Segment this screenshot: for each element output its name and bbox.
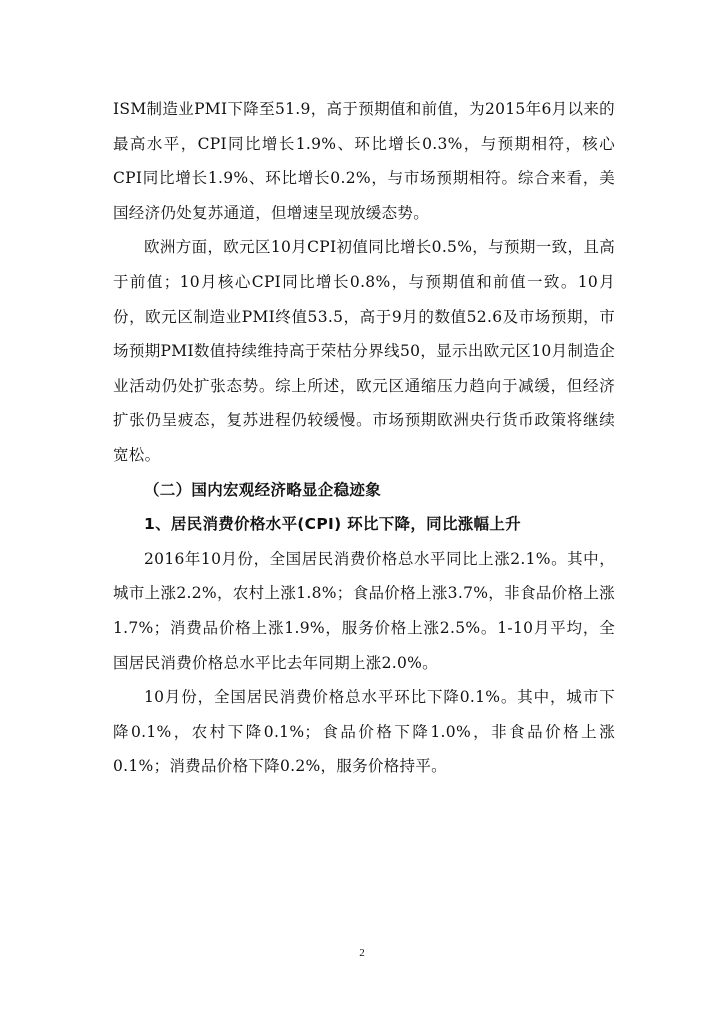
page-number: 2 bbox=[359, 947, 365, 959]
paragraph-cpi-yoy: 2016年10月份，全国居民消费价格总水平同比上涨2.1%。其中，城市上涨2.2%，农村上涨1.8%；食品价格上涨3.7%，非食品价格上涨1.7%；消费品价格上涨1.9%，服务价格上涨2.5%。1-10月平均，全国居民消费价格总水平比去年同期上涨2.0%。 bbox=[113, 549, 615, 672]
paragraph-cpi-mom: 10月份，全国居民消费价格总水平环比下降0.1%。其中，城市下降0.1%，农村下降0.1%；食品价格下降1.0%，非食品价格上涨0.1%；消费品价格下降0.2%，服务价格持平。 bbox=[113, 688, 615, 776]
document-body bbox=[113, 92, 615, 784]
subsection-heading: 1、居民消费价格水平(CPI) 环比下降，同比涨幅上升 bbox=[144, 515, 521, 534]
paragraph-us-economy: ISM制造业PMI下降至51.9，高于预期值和前值，为2015年6月以来的最高水平，CPI同比增长1.9%、环比增长0.3%，与预期相符，核心CPI同比增长1.9%、环比增长0.2%，与市场预期相符。综合来看，美国经济仍处复苏通道，但增速呈现放缓态势。 bbox=[113, 100, 615, 222]
section-heading: （二）国内宏观经济略显企稳迹象 bbox=[144, 480, 382, 499]
paragraph-eurozone: 欧洲方面，欧元区10月CPI初值同比增长0.5%，与预期一致，且高于前值；10月核心CPI同比增长0.8%，与预期值和前值一致。10月份，欧元区制造业PMI终值53.5，高于9月的数值52.6及市场预期，市场预期PMI数值持续维持高于荣枯分界线50，显示出欧元区10月制造企业活动仍处扩张态势。综上所述，欧元区通缩压力趋向于减缓，但经济扩张仍呈疲态，复苏进程仍较缓慢。市场预期欧洲央行货币政策将继续宽松。 bbox=[113, 238, 615, 464]
